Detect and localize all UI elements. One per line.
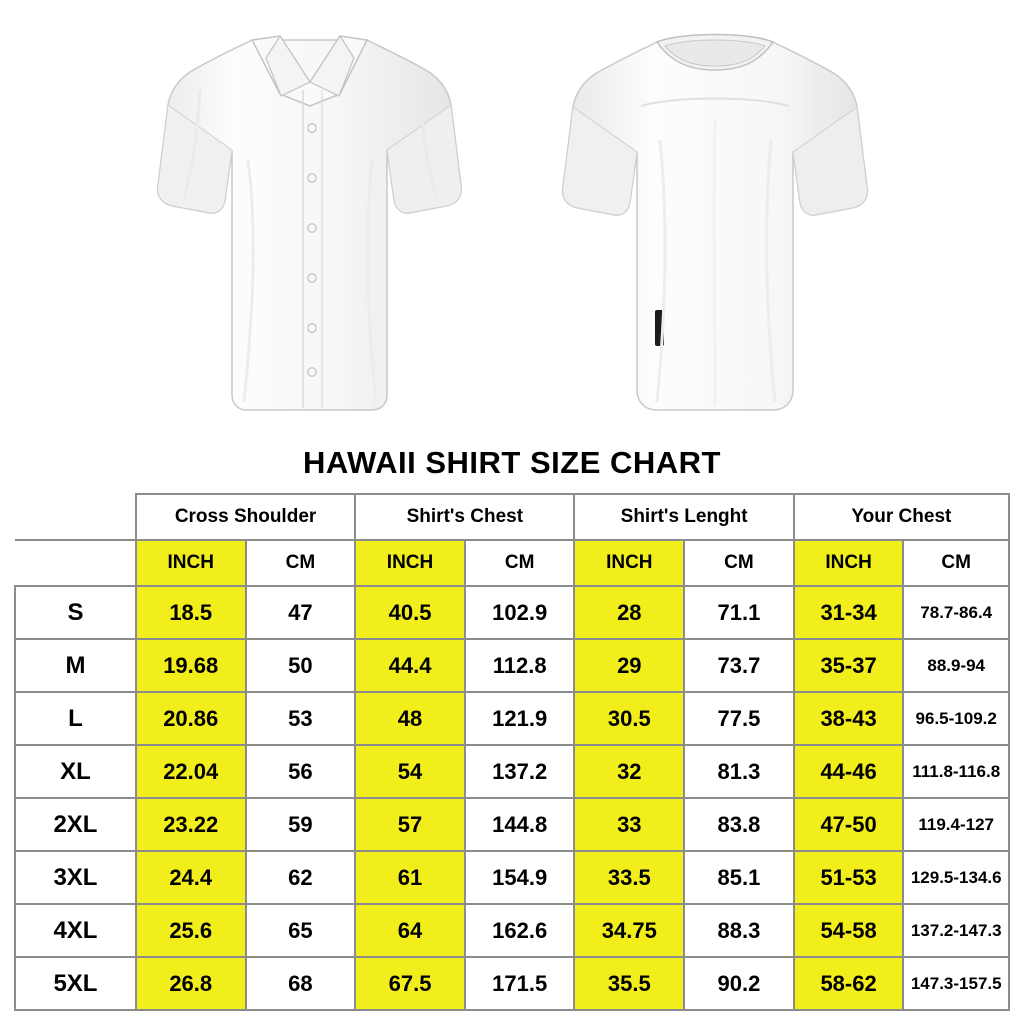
cell-your-chest-cm: 119.4-127 xyxy=(903,798,1009,851)
row-size-label: 2XL xyxy=(15,798,136,851)
cell-cross-shoulder-cm: 65 xyxy=(246,904,356,957)
unit-header-shirts-chest-cm: CM xyxy=(465,540,575,586)
cell-shirts-chest-cm: 171.5 xyxy=(465,957,575,1010)
cell-cross-shoulder-cm: 50 xyxy=(246,639,356,692)
cell-shirts-lenght-cm: 88.3 xyxy=(684,904,794,957)
cell-shirts-lenght-inch: 33 xyxy=(574,798,684,851)
row-size-label: M xyxy=(15,639,136,692)
cell-shirts-lenght-cm: 73.7 xyxy=(684,639,794,692)
shirt-back-view xyxy=(545,10,885,430)
page-title: HAWAII SHIRT SIZE CHART xyxy=(303,445,721,480)
corner-cell-2 xyxy=(15,540,136,586)
cell-cross-shoulder-cm: 56 xyxy=(246,745,356,798)
unit-header-cross-shoulder-inch: INCH xyxy=(136,540,246,586)
cell-cross-shoulder-cm: 68 xyxy=(246,957,356,1010)
cell-your-chest-cm: 129.5-134.6 xyxy=(903,851,1009,904)
row-size-label: 5XL xyxy=(15,957,136,1010)
cell-cross-shoulder-inch: 18.5 xyxy=(136,586,246,639)
cell-your-chest-inch: 54-58 xyxy=(794,904,904,957)
cell-shirts-lenght-cm: 83.8 xyxy=(684,798,794,851)
cell-shirts-lenght-inch: 29 xyxy=(574,639,684,692)
cell-shirts-chest-cm: 102.9 xyxy=(465,586,575,639)
cell-shirts-lenght-cm: 85.1 xyxy=(684,851,794,904)
unit-header-your-chest-cm: CM xyxy=(903,540,1009,586)
cell-shirts-chest-inch: 57 xyxy=(355,798,465,851)
table-row xyxy=(15,957,1009,1010)
cell-shirts-lenght-inch: 28 xyxy=(574,586,684,639)
group-header-shirts-lenght: Shirt's Lenght xyxy=(574,494,793,540)
cell-cross-shoulder-cm: 53 xyxy=(246,692,356,745)
row-size-label: 4XL xyxy=(15,904,136,957)
shirt-front-view xyxy=(140,10,480,430)
table-row xyxy=(15,586,1009,639)
cell-your-chest-inch: 31-34 xyxy=(794,586,904,639)
cell-your-chest-inch: 44-46 xyxy=(794,745,904,798)
cell-shirts-lenght-cm: 77.5 xyxy=(684,692,794,745)
table-row xyxy=(15,904,1009,957)
table-row xyxy=(15,692,1009,745)
cell-cross-shoulder-inch: 23.22 xyxy=(136,798,246,851)
size-chart-table-area xyxy=(0,493,1024,1011)
table-unit-header-row xyxy=(15,540,1009,586)
cell-cross-shoulder-cm: 62 xyxy=(246,851,356,904)
table-row xyxy=(15,798,1009,851)
row-size-label: S xyxy=(15,586,136,639)
cell-shirts-chest-inch: 64 xyxy=(355,904,465,957)
cell-your-chest-cm: 137.2-147.3 xyxy=(903,904,1009,957)
cell-shirts-chest-inch: 44.4 xyxy=(355,639,465,692)
table-group-header-row xyxy=(15,494,1009,540)
cell-shirts-chest-inch: 67.5 xyxy=(355,957,465,1010)
cell-shirts-lenght-inch: 32 xyxy=(574,745,684,798)
cell-shirts-lenght-inch: 30.5 xyxy=(574,692,684,745)
cell-shirts-chest-cm: 154.9 xyxy=(465,851,575,904)
cell-cross-shoulder-inch: 20.86 xyxy=(136,692,246,745)
cell-shirts-chest-cm: 137.2 xyxy=(465,745,575,798)
cell-cross-shoulder-inch: 19.68 xyxy=(136,639,246,692)
cell-shirts-lenght-inch: 35.5 xyxy=(574,957,684,1010)
group-header-shirts-chest: Shirt's Chest xyxy=(355,494,574,540)
cell-cross-shoulder-inch: 22.04 xyxy=(136,745,246,798)
unit-header-your-chest-inch: INCH xyxy=(794,540,904,586)
cell-your-chest-inch: 35-37 xyxy=(794,639,904,692)
table-row xyxy=(15,745,1009,798)
row-size-label: 3XL xyxy=(15,851,136,904)
corner-cell xyxy=(15,494,136,540)
row-size-label: XL xyxy=(15,745,136,798)
cell-shirts-lenght-cm: 81.3 xyxy=(684,745,794,798)
cell-shirts-chest-inch: 40.5 xyxy=(355,586,465,639)
unit-header-shirts-lenght-cm: CM xyxy=(684,540,794,586)
cell-your-chest-inch: 51-53 xyxy=(794,851,904,904)
cell-shirts-chest-inch: 54 xyxy=(355,745,465,798)
cell-shirts-chest-inch: 61 xyxy=(355,851,465,904)
cell-shirts-chest-cm: 121.9 xyxy=(465,692,575,745)
cell-cross-shoulder-cm: 47 xyxy=(246,586,356,639)
table-row xyxy=(15,851,1009,904)
cell-your-chest-cm: 78.7-86.4 xyxy=(903,586,1009,639)
cell-cross-shoulder-cm: 59 xyxy=(246,798,356,851)
row-size-label: L xyxy=(15,692,136,745)
cell-shirts-lenght-cm: 71.1 xyxy=(684,586,794,639)
group-header-cross-shoulder: Cross Shoulder xyxy=(136,494,355,540)
shirt-illustrations xyxy=(0,0,1024,445)
cell-shirts-chest-cm: 144.8 xyxy=(465,798,575,851)
cell-shirts-chest-cm: 112.8 xyxy=(465,639,575,692)
cell-your-chest-inch: 58-62 xyxy=(794,957,904,1010)
cell-cross-shoulder-inch: 26.8 xyxy=(136,957,246,1010)
cell-your-chest-cm: 147.3-157.5 xyxy=(903,957,1009,1010)
cell-your-chest-cm: 111.8-116.8 xyxy=(903,745,1009,798)
cell-your-chest-cm: 96.5-109.2 xyxy=(903,692,1009,745)
table-row xyxy=(15,639,1009,692)
unit-header-shirts-lenght-inch: INCH xyxy=(574,540,684,586)
cell-cross-shoulder-inch: 25.6 xyxy=(136,904,246,957)
cell-your-chest-inch: 47-50 xyxy=(794,798,904,851)
cell-shirts-lenght-cm: 90.2 xyxy=(684,957,794,1010)
size-chart-table xyxy=(14,493,1010,1011)
unit-header-cross-shoulder-cm: CM xyxy=(246,540,356,586)
cell-shirts-lenght-inch: 34.75 xyxy=(574,904,684,957)
unit-header-shirts-chest-inch: INCH xyxy=(355,540,465,586)
cell-cross-shoulder-inch: 24.4 xyxy=(136,851,246,904)
cell-shirts-lenght-inch: 33.5 xyxy=(574,851,684,904)
cell-your-chest-cm: 88.9-94 xyxy=(903,639,1009,692)
cell-shirts-chest-inch: 48 xyxy=(355,692,465,745)
cell-shirts-chest-cm: 162.6 xyxy=(465,904,575,957)
cell-your-chest-inch: 38-43 xyxy=(794,692,904,745)
group-header-your-chest: Your Chest xyxy=(794,494,1009,540)
